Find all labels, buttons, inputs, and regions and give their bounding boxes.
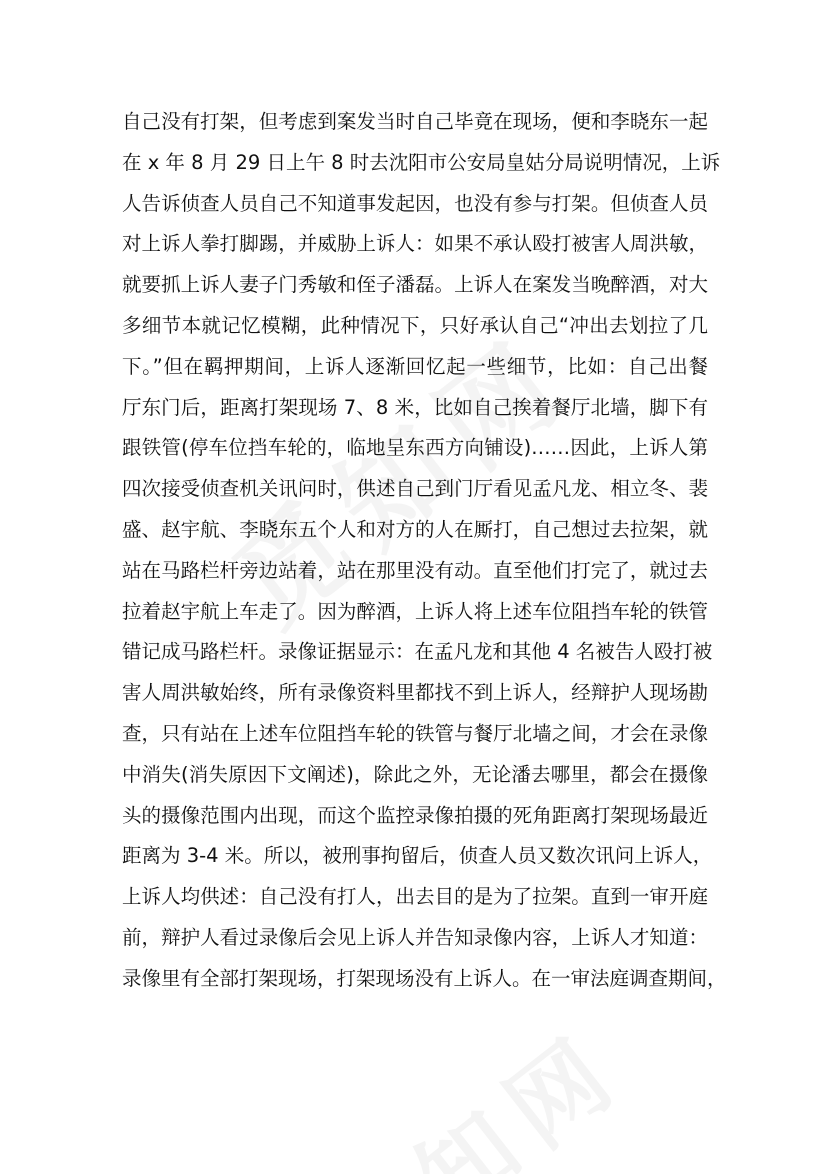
text-line-6: 多细节本就记忆模糊，此种情况下，只好承认自己“冲出去划拉了几 — [122, 313, 708, 337]
text-line-8: 厅东门后，距离打架现场 7、8 米，比如自己挨着餐厅北墙，脚下有 — [122, 395, 708, 419]
text-line-11: 盛、赵宇航、李晓东五个人和对方的人在厮打，自己想过去拉架，就 — [122, 517, 708, 541]
text-line-17: 中消失(消失原因下文阐述)，除此之外，无论潘去哪里，都会在摄像 — [122, 762, 708, 786]
text-line-22: 录像里有全部打架现场，打架现场没有上诉人。在一审法庭调查期间， — [122, 966, 727, 990]
text-line-13: 拉着赵宇航上车走了。因为醉酒，上诉人将上述车位阻挡车轮的铁管 — [122, 599, 708, 623]
text-line-15: 害人周洪敏始终，所有录像资料里都找不到上诉人，经辩护人现场勘 — [122, 681, 708, 705]
text-line-21: 前，辩护人看过录像后会见上诉人并告知录像内容，上诉人才知道： — [122, 925, 708, 949]
text-line-3: 人告诉侦查人员自己不知道事发起因，也没有参与打架。但侦查人员 — [122, 191, 708, 215]
text-line-5: 就要抓上诉人妻子门秀敏和侄子潘磊。上诉人在案发当晚醉酒，对大 — [122, 273, 708, 297]
text-line-4: 对上诉人拳打脚踢，并威胁上诉人：如果不承认殴打被害人周洪敏， — [122, 232, 708, 256]
text-line-18: 头的摄像范围内出现，而这个监控录像拍摄的死角距离打架现场最近 — [122, 803, 708, 827]
text-line-2: 在 x 年 8 月 29 日上午 8 时去沈阳市公安局皇姑分局说明情况，上诉 — [122, 150, 721, 174]
body-paragraph — [122, 102, 727, 1000]
watermark-bottom — [294, 994, 648, 1174]
text-line-16: 查，只有站在上述车位阻挡车轮的铁管与餐厅北墙之间，才会在录像 — [122, 721, 708, 745]
text-line-20: 上诉人均供述：自己没有打人，出去目的是为了拉架。直到一审开庭 — [122, 885, 708, 909]
text-line-19: 距离为 3-4 米。所以，被刑事拘留后，侦查人员又数次讯问上诉人， — [122, 844, 713, 868]
text-line-7: 下。”但在羁押期间，上诉人逐渐回忆起一些细节，比如：自己出餐 — [122, 354, 708, 378]
text-line-10: 四次接受侦查机关讯问时，供述自己到门厅看见孟凡龙、相立冬、裴 — [122, 477, 708, 501]
text-line-12: 站在马路栏杆旁边站着，站在那里没有动。直至他们打完了，就过去 — [122, 558, 708, 582]
text-line-14: 错记成马路栏杆。录像证据显示：在孟凡龙和其他 4 名被告人殴打被 — [122, 640, 713, 664]
text-line-1: 自己没有打架，但考虑到案发当时自己毕竟在现场，便和李晓东一起 — [122, 110, 708, 133]
text-line-9: 跟铁管(停车位挡车轮的，临地呈东西方向铺设)……因此，上诉人第 — [122, 436, 708, 460]
